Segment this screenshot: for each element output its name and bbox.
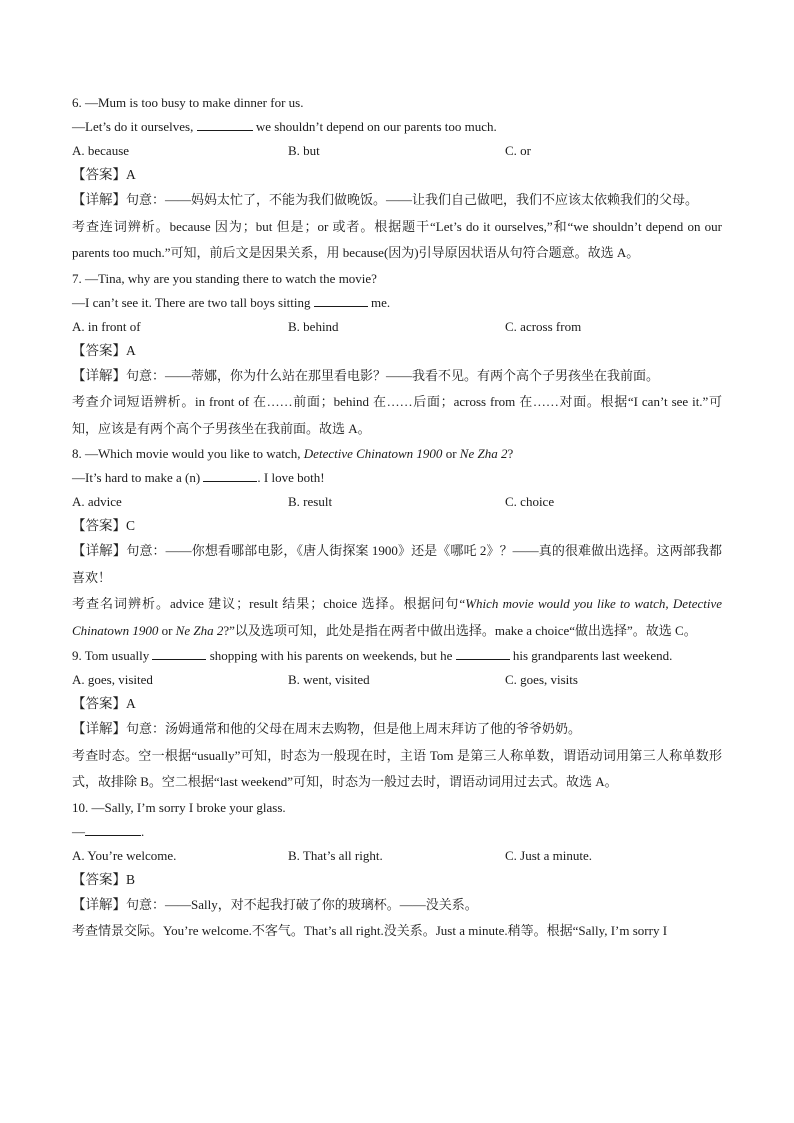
option-c: C. goes, visits <box>505 672 578 687</box>
question-6-stem-line-1: 6. —Mum is too busy to make dinner for us. <box>72 95 304 110</box>
question-8-options <box>72 490 722 514</box>
analysis-text: 考查名词辨析。advice 建议；result 结果；choice 选择。根据问句“ <box>72 596 466 611</box>
question-8-analysis <box>72 591 722 644</box>
option-c: C. choice <box>505 494 555 509</box>
question-10-stem-line-1: 10. —Sally, I’m sorry I broke your glass. <box>72 799 286 815</box>
question-10-analysis: 考查情景交际。You’re welcome.不客气。That’s all right.没关系。Just a minute.稍等。根据“Sally, I’m sorry I <box>72 923 668 938</box>
stem-text: me. <box>367 294 391 310</box>
question-8-stem-line-1 <box>72 442 722 466</box>
detail-label: 【详解】 <box>72 367 126 383</box>
question-9-detail <box>72 716 722 743</box>
stem-text: . I love both! <box>257 470 325 485</box>
stem-text: —I can’t see it. There are two tall boys sitting <box>72 294 314 310</box>
detail-text: 句意：——Sally，对不起我打破了你的玻璃杯。——没关系。 <box>126 896 478 912</box>
stem-text: 8. —Which movie would you like to watch, <box>72 446 304 461</box>
option-b: B. but <box>288 143 320 158</box>
question-7 <box>72 267 722 443</box>
question-8 <box>72 442 722 644</box>
detail-label: 【详解】 <box>72 543 127 558</box>
detail-label: 【详解】 <box>72 896 126 912</box>
stem-text: 9. Tom usually <box>72 648 153 663</box>
question-8-stem-line-2 <box>72 466 722 490</box>
question-6-answer: 【答案】A <box>72 167 136 182</box>
detail-text: 句意：——蒂娜，你为什么站在那里看电影？——我看不见。有两个高个子男孩坐在我前面。 <box>126 367 660 383</box>
question-9-analysis: 考查时态。空一根据“usually”可知，时态为一般现在时，主语 Tom 是第三人称单数，谓语动词用第三人称单数形式，故排除 B。空二根据“last weekend”可知，时态为一般过去时，谓语动词用过去式。故选 A。 <box>72 747 722 789</box>
question-7-analysis: 考查介词短语辨析。in front of 在……前面；behind 在……后面；across from 在……对面。根据“I can’t see it.”可知，应该是有两个高个子男孩坐在我前面。故选 A。 <box>72 394 722 436</box>
stem-text: his grandparents last weekend. <box>509 648 673 663</box>
question-6-detail <box>72 187 722 214</box>
question-7-answer: 【答案】A <box>72 342 136 358</box>
question-6-analysis: 考查连词辨析。because 因为；but 但是；or 或者。根据题干“Let’s do it ourselves,”和“we shouldn’t depend on our parents too much.”可知，前后文是因果关系，用 because(因为)引导原因状语从句符合题意。故选 A。 <box>72 218 722 260</box>
detail-label: 【详解】 <box>72 721 126 736</box>
detail-text: 句意：——你想看哪部电影，《唐人街探案 1900》还是《哪吒 2》？——真的很难做出选择。这两部我都喜欢！ <box>72 543 722 585</box>
answer-blank <box>85 823 141 836</box>
question-7-detail <box>72 363 722 390</box>
option-a: A. goes, visited <box>72 672 153 687</box>
detail-text: 句意：——妈妈太忙了，不能为我们做晚饭。——让我们自己做吧，我们不应该太依赖我们的父母。 <box>126 192 699 207</box>
stem-text: —It’s hard to make a (n) <box>72 470 204 485</box>
question-7-stem-line-2 <box>72 291 722 315</box>
question-9-answer: 【答案】A <box>72 696 136 711</box>
stem-text: — <box>72 823 85 839</box>
option-b: B. result <box>288 494 333 509</box>
analysis-text: or <box>158 622 176 638</box>
option-c: C. or <box>505 143 531 158</box>
answer-blank <box>197 118 253 131</box>
detail-label: 【详解】 <box>72 192 126 207</box>
option-a: A. You’re welcome. <box>72 847 177 863</box>
option-b: B. That’s all right. <box>288 847 383 863</box>
stem-text: shopping with his parents on weekends, but he <box>206 648 456 663</box>
question-7-options <box>72 315 722 339</box>
option-b: B. went, visited <box>288 672 370 687</box>
stem-text: ? <box>507 446 514 461</box>
answer-blank-1 <box>152 647 206 660</box>
stem-text: we shouldn’t depend on our parents too much. <box>252 119 497 134</box>
question-10-detail <box>72 892 722 919</box>
option-a: A. because <box>72 143 130 158</box>
stem-text: or <box>442 446 460 461</box>
question-10-answer: 【答案】B <box>72 871 136 887</box>
question-9-options <box>72 668 722 692</box>
question-6-options <box>72 139 722 163</box>
movie-title: Ne Zha 2 <box>459 446 508 461</box>
question-10 <box>72 796 722 945</box>
question-8-detail <box>72 538 722 591</box>
question-6 <box>72 91 722 267</box>
stem-text: —Let’s do it ourselves, <box>72 119 197 134</box>
quoted-question: Which movie would you like to watch, Detective Chinatown 1900 <box>72 596 722 638</box>
option-a: A. advice <box>72 494 122 509</box>
question-6-stem-line-2 <box>72 115 722 139</box>
option-a: A. in front of <box>72 318 141 334</box>
document-page <box>72 91 722 945</box>
movie-title: Detective Chinatown 1900 <box>303 446 443 461</box>
movie-title: Ne Zha 2 <box>175 622 224 638</box>
question-10-options <box>72 844 722 868</box>
question-10-stem-line-2 <box>72 820 722 844</box>
question-9-stem <box>72 644 722 668</box>
answer-blank <box>314 294 368 307</box>
answer-blank <box>203 469 257 482</box>
question-9 <box>72 644 722 796</box>
stem-text: . <box>141 823 145 839</box>
detail-text: 句意：汤姆通常和他的父母在周末去购物，但是他上周末拜访了他的爷爷奶奶。 <box>126 721 582 736</box>
option-c: C. across from <box>505 318 582 334</box>
question-8-answer: 【答案】C <box>72 518 136 533</box>
option-c: C. Just a minute. <box>505 847 593 863</box>
question-7-stem-line-1: 7. —Tina, why are you standing there to watch the movie? <box>72 270 377 286</box>
analysis-text: ?”以及选项可知，此处是指在两者中做出选择。make a choice“做出选择”。故选 C。 <box>223 622 697 638</box>
answer-blank-2 <box>456 647 510 660</box>
option-b: B. behind <box>288 318 339 334</box>
